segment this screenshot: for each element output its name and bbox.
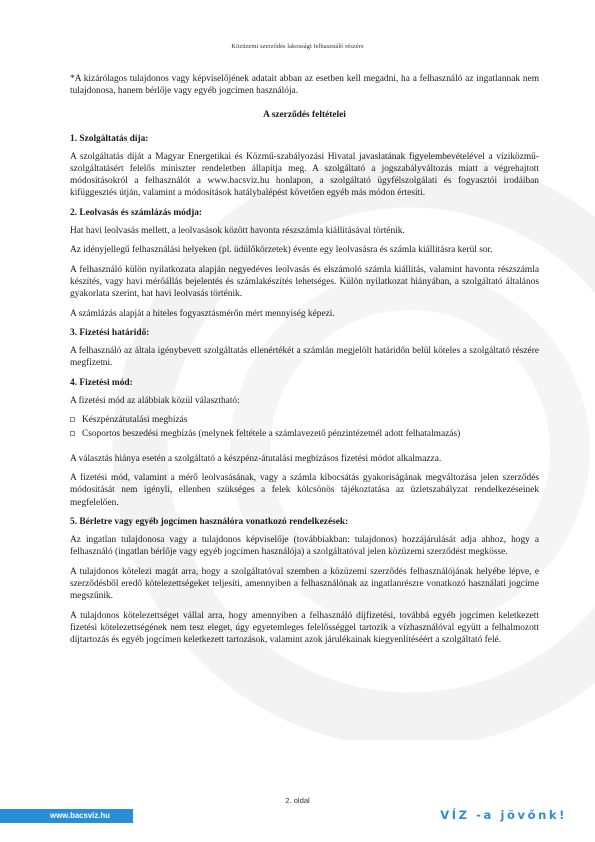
payment-method-intro: A fizetési mód az alábbiak közül választható: bbox=[70, 395, 240, 406]
heading-tenant-provisions: 5. Bérletre vagy egyéb jogcímen használóra vonatkozó rendelkezések: bbox=[70, 516, 349, 527]
payment-option[interactable] bbox=[70, 428, 539, 440]
tenant-provisions-p1: Az ingatlan tulajdonosa vagy a tulajdonos képviselője (továbbiakban: tulajdonos) hozzájárulását adja ahhoz, hogy a felhasználó (ingatlan bérlője vagy egyéb jogcímen használója) a szolgáltatóval jelen közüzemi szerződést megkösse. bbox=[70, 535, 539, 558]
section-title: A szerződés feltételei bbox=[263, 110, 346, 121]
heading-payment-method: 4. Fizetési mód: bbox=[70, 377, 133, 388]
payment-options bbox=[70, 414, 539, 439]
payment-option-label: Csoportos beszedési megbízás (melynek feltétele a számlavezető pénzintézetnél adott felhatalmazás) bbox=[82, 428, 461, 439]
checkbox-icon[interactable] bbox=[70, 431, 75, 436]
service-fee-text: A szolgáltatás díját a Magyar Energetikai és Közmű-szabályozási Hivatal javaslatának figyelembevételével a víziközmű-szolgáltatásért felelős miniszter rendeletben állapítja meg. A szolgáltató a jogszabályváltozás miatt a végrehajtott módosításokról a felhasználót a www.bacsviz.hu honlapon, a szolgáltató ügyfélszolgálati és fogyasztói irodáiban kifüggesztés útján, valamint a módosítások hatálybalépést követően egyéb más módon értesíti. bbox=[70, 151, 539, 199]
page-number: 2. oldal bbox=[285, 796, 310, 805]
footer-url-bar bbox=[0, 809, 133, 823]
tenant-provisions-p2: A tulajdonos kötelezi magát arra, hogy a szolgáltatóval szemben a közüzemi szerződés felhasználójának helyébe lépve, e szerződésből eredő kötelezettségeket teljesíti, amennyiben a felhasználónak az ingatlanrészre vonatkozó használati jogcíme megszűnik. bbox=[70, 566, 539, 602]
reading-billing-p1: Hat havi leolvasás mellett, a leolvasások között havonta részszámla kiállításával történik. bbox=[70, 226, 405, 237]
payment-option-label: Készpénzátutalási megbízás bbox=[82, 415, 188, 426]
page-header: Közüzemi szerződés lakossági felhasználó részére bbox=[231, 43, 364, 50]
payment-method-p1: A választás hiánya esetén a szolgáltató a készpénz-átutalási megbízásos fizetési módot alkalmazza. bbox=[70, 453, 442, 464]
owner-note: *A kizárólagos tulajdonos vagy képviselőjének adatait abban az esetben kell megadni, ha a felhasználó az ingatlannak nem tulajdonosa, hanem bérlője vagy egyéb jogcímen használója. bbox=[70, 74, 539, 97]
document-body bbox=[70, 73, 539, 653]
footer-slogan: VÍZ -a jövőnk! bbox=[440, 808, 567, 822]
reading-billing-p4: A számlázás alapját a hiteles fogyasztásmérőn mért mennyiség képezi. bbox=[70, 308, 335, 319]
heading-service-fee: 1. Szolgáltatás díja: bbox=[70, 133, 149, 144]
payment-option[interactable] bbox=[70, 414, 539, 426]
checkbox-icon[interactable] bbox=[70, 417, 75, 422]
reading-billing-p2: Az idényjellegű felhasználási helyeken (pl. üdülőkörzetek) évente egy leolvasásra és számla kiállításra kerül sor. bbox=[70, 245, 493, 256]
payment-deadline-text: A felhasználó az általa igénybevett szolgáltatás ellenértékét a számlán megjelölt határidőn belül köteles a szolgáltató részére megfizetni. bbox=[70, 346, 539, 369]
payment-method-p2: A fizetési mód, valamint a mérő leolvasásának, vagy a számla kibocsátás gyakoriságának megváltozása jelen szerződés módosítását nem igényli, ellenben szükséges a felek kölcsönös tájékoztatása az üzletszabályzat rendelkezéseinek megfelelően. bbox=[70, 473, 539, 508]
heading-payment-deadline: 3. Fizetési határidő: bbox=[70, 327, 150, 338]
reading-billing-p3: A felhasználó külön nyilatkozata alapján negyedéves leolvasás és elszámoló számla kiállítás, valamint havonta részszámla készítés, vagy havi mérőállás bejelentés és számlakészítés lehetséges. Külön nyilatkozat hiányában, a szolgáltató általános gyakorlata szerint, hat havi leolvasás történik. bbox=[70, 264, 539, 300]
tenant-provisions-p3: A tulajdonos kötelezettséget vállal arra, hogy amennyiben a felhasználó díjfizetési, továbbá egyéb jogcímen keletkezett fizetési kötelezettségének nem tesz eleget, úgy egyetemleges felelősséggel tartozik a vízhasználóval együtt a felhalmozott díjtartozás és egyéb jogcímen keletkezett tartozások, valamint azok járulékainak kiegyenlítéséért a szolgáltató felé. bbox=[70, 610, 539, 645]
heading-reading-billing: 2. Leolvasás és számlázás módja: bbox=[70, 207, 203, 218]
website-link[interactable]: www.bacsviz.hu bbox=[50, 811, 110, 820]
